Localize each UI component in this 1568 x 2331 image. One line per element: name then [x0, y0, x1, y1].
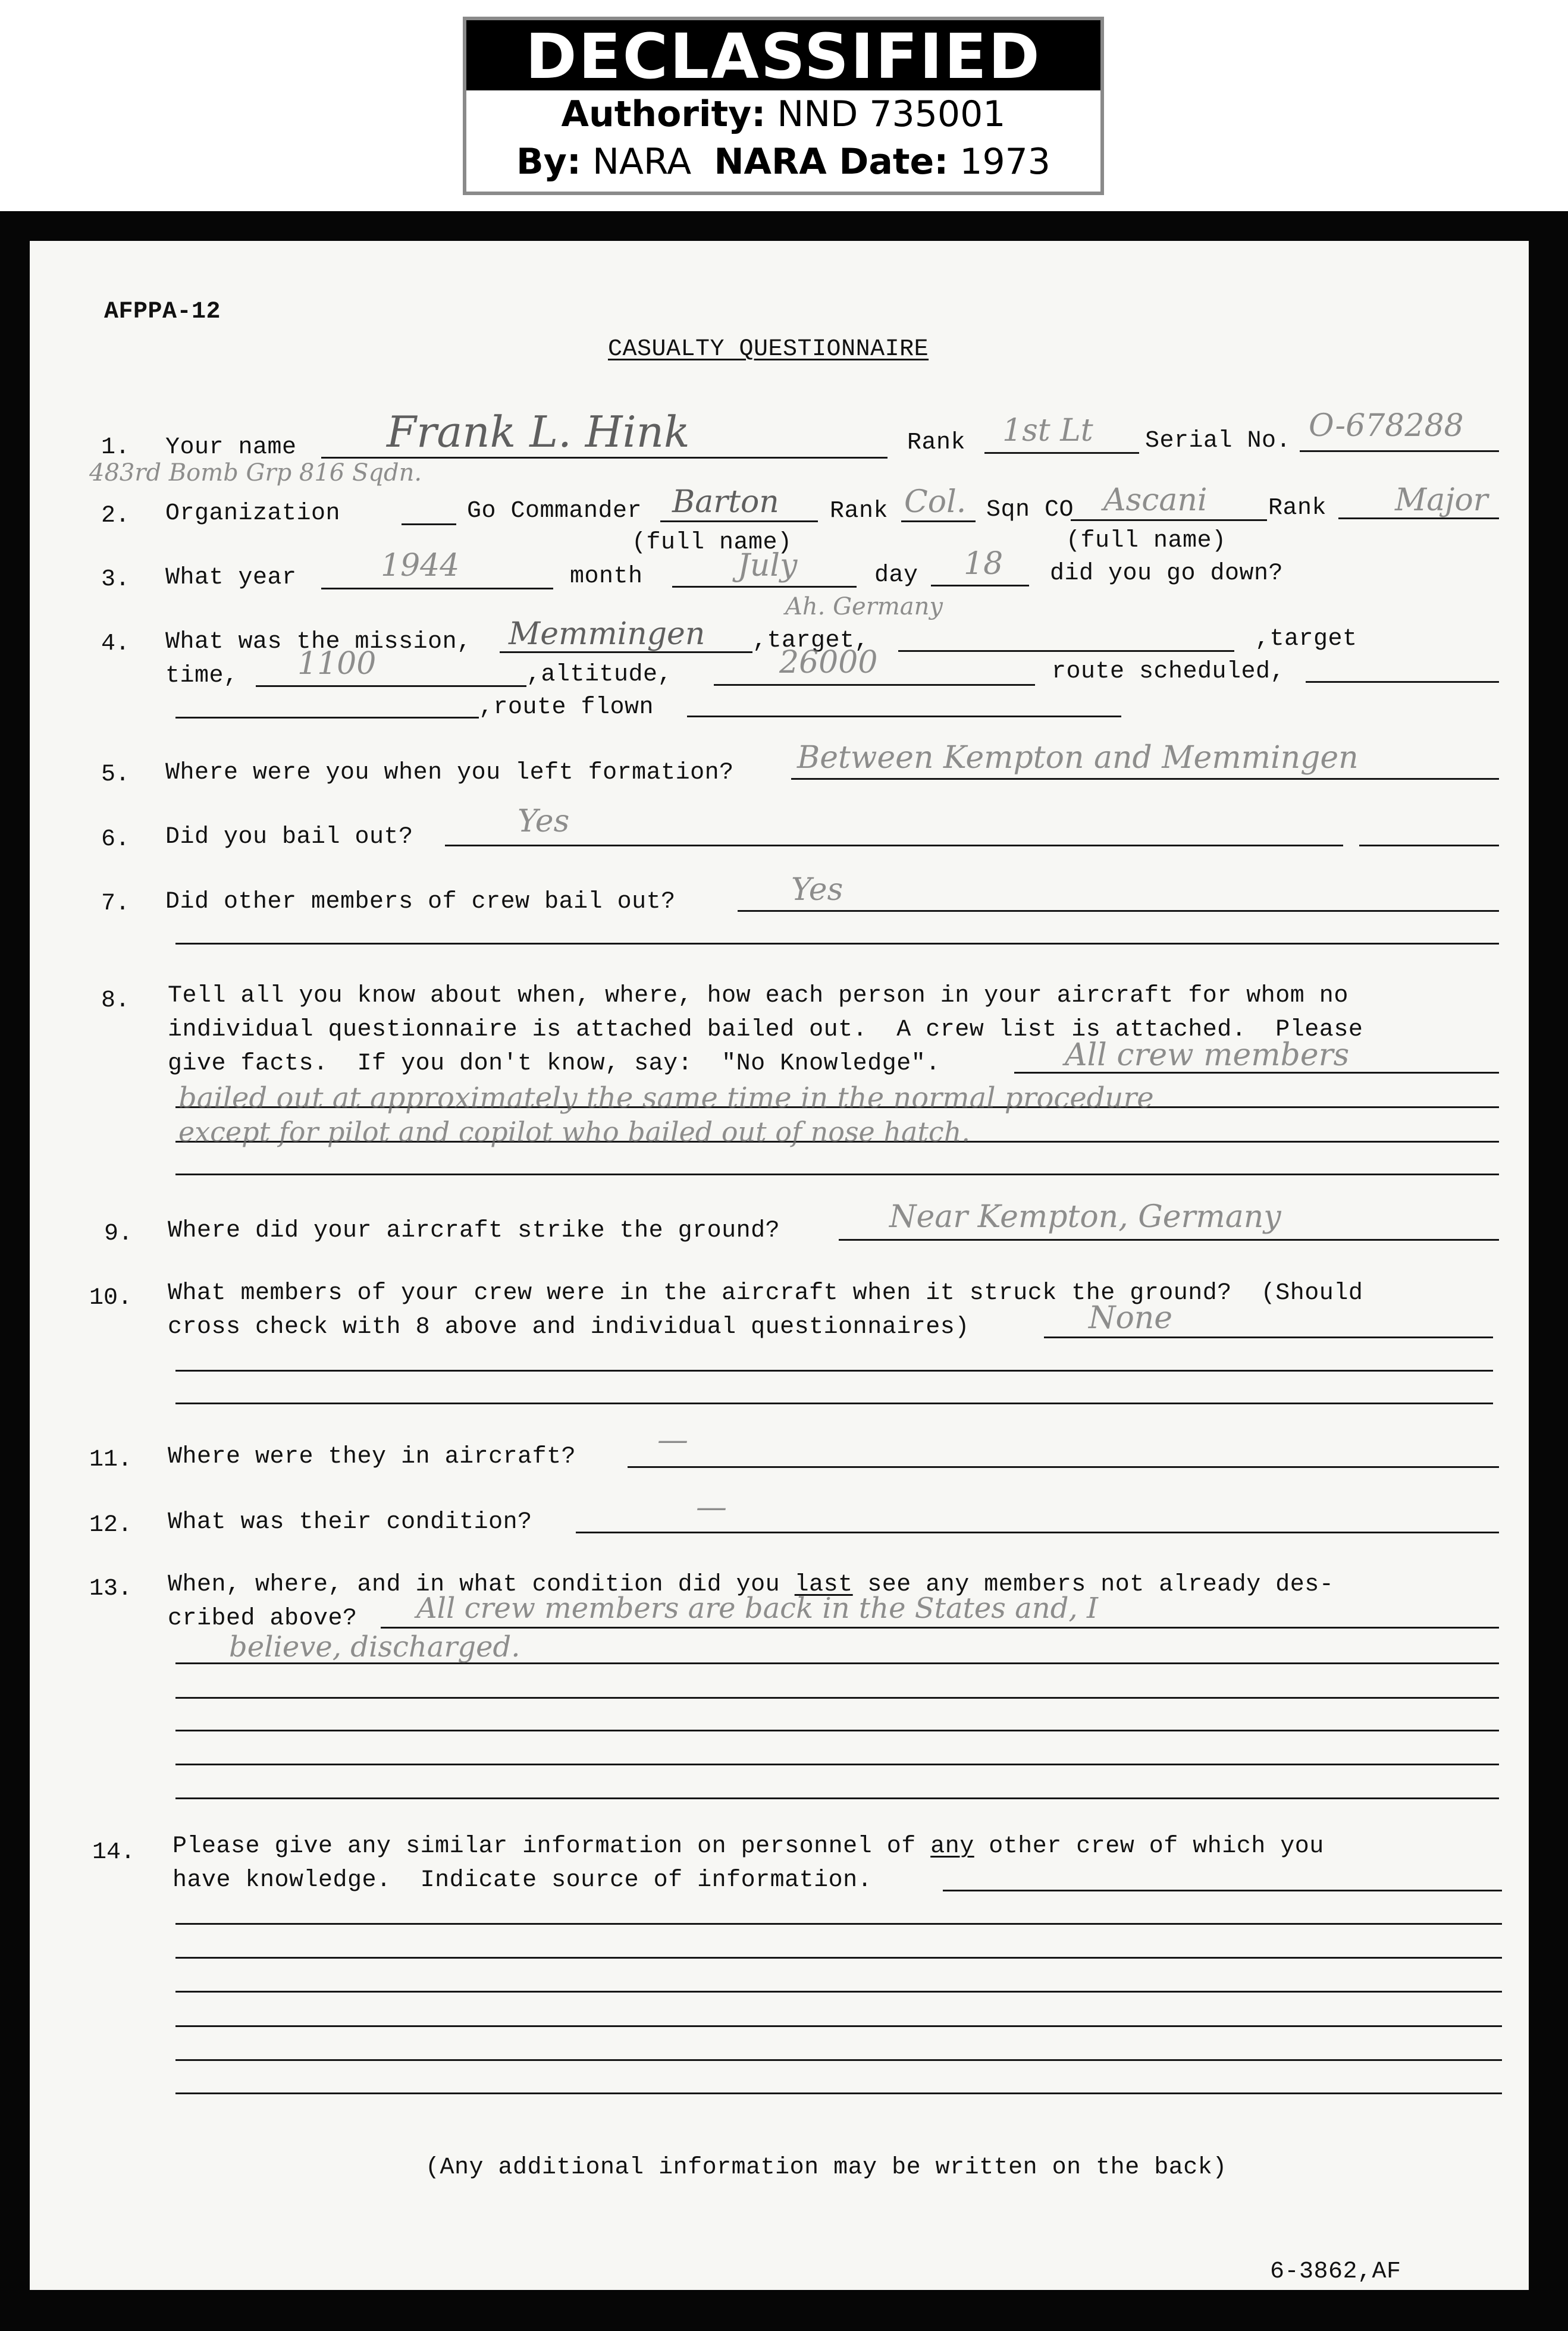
q4-route-scheduled-label: route scheduled,: [1052, 658, 1285, 685]
q12-label: What was their condition?: [168, 1509, 532, 1536]
q2-full-name-1: (full name): [632, 529, 792, 556]
q4-mission-label: What was the mission,: [165, 629, 472, 655]
q14-line-6: [175, 2059, 1502, 2061]
q12-answer: —: [696, 1489, 727, 1525]
q1-serial-answer: O-678288: [1309, 408, 1464, 444]
q2-sqn-answer: Ascani: [1103, 482, 1208, 518]
q5-label: Where were you when you left formation?: [165, 760, 734, 786]
q8-line-4: [175, 1174, 1499, 1175]
q1-rank-answer: 1st Lt: [1002, 413, 1093, 448]
q13-text-a: When, where, and in what condition did you: [168, 1571, 795, 1598]
q2-number: 2.: [101, 503, 130, 529]
q14-line-2: [175, 1923, 1502, 1925]
q8-text-line-1: Tell all you know about when, where, how each person in your aircraft for whom no: [168, 983, 1349, 1009]
q14-text-any: any: [930, 1833, 974, 1860]
q6-number: 6.: [101, 826, 130, 853]
q7-label: Did other members of crew bail out?: [165, 889, 676, 915]
q3-month-line: [672, 586, 857, 588]
q12-line: [576, 1532, 1499, 1533]
q3-end-label: did you go down?: [1050, 560, 1284, 587]
q2-go-label: Go Commander: [467, 498, 642, 525]
q9-line: [839, 1239, 1499, 1241]
q3-day-label: day: [874, 562, 918, 589]
q13-line-4: [175, 1730, 1499, 1731]
q10-answer: None: [1089, 1300, 1173, 1336]
q10-number: 10.: [89, 1285, 133, 1312]
q14-line-5: [175, 2025, 1502, 2027]
q4-altitude-answer: 26000: [779, 645, 878, 680]
q9-answer: Near Kempton, Germany: [889, 1199, 1281, 1235]
q10-line-1: [1044, 1337, 1493, 1338]
q13-text-last: last: [794, 1571, 853, 1598]
q2-rank-line: [901, 520, 976, 522]
q2-sqn-line: [1071, 519, 1267, 521]
form-number: 6-3862,AF: [1270, 2258, 1401, 2285]
q2-org-line: [402, 523, 456, 525]
q4-mission-answer: Memmingen: [509, 616, 705, 652]
q8-answer-1: All crew members: [1065, 1037, 1350, 1073]
q14-line-7: [175, 2092, 1502, 2094]
q4-mission-note: Ah. Germany: [785, 593, 943, 620]
q8-number: 8.: [101, 987, 130, 1014]
q1-name-answer: Frank L. Hink: [387, 407, 690, 457]
declassified-banner: [463, 17, 1104, 195]
q4-route-flown-line-2: [687, 716, 1121, 717]
q1-name-label: Your name: [165, 434, 297, 461]
q8-answer-3: except for pilot and copilot who bailed out of nose hatch.: [178, 1116, 970, 1148]
q13-line-3: [175, 1697, 1499, 1699]
q14-line-3: [175, 1957, 1502, 1959]
q3-day-line: [931, 585, 1029, 586]
q4-target-label: ,target,: [752, 628, 870, 654]
q5-number: 5.: [101, 761, 130, 788]
q13-answer-1: All crew members are back in the States and, I: [416, 1592, 1098, 1625]
q2-org-label: Organization: [165, 500, 341, 527]
q9-number: 9.: [104, 1221, 133, 1247]
q2-rank2-label: Rank: [1268, 495, 1327, 522]
by-value: NARA: [592, 141, 692, 183]
q2-go-answer: Barton: [672, 484, 779, 520]
q10-text-line-2: cross check with 8 above and individual questionnaires): [168, 1314, 970, 1341]
date-label: NARA Date:: [714, 141, 949, 183]
q13-answer-2: believe, discharged.: [229, 1630, 520, 1664]
q4-time-answer: 1100: [297, 646, 377, 682]
q11-line: [628, 1466, 1499, 1468]
q14-number: 14.: [92, 1839, 136, 1866]
q13-text-line-2: cribed above?: [168, 1605, 357, 1632]
q8-text-line-3: give facts. If you don't know, say: "No Knowledge".: [168, 1050, 940, 1077]
q3-month-answer: July: [738, 548, 798, 583]
q2-org-answer: 483rd Bomb Grp 816 Sqdn.: [89, 459, 422, 487]
q4-altitude-line: [714, 684, 1035, 686]
q8-text-line-2: individual questionnaire is attached bailed out. A crew list is attached. Please: [168, 1017, 1363, 1043]
q13-number: 13.: [89, 1576, 133, 1602]
q13-line-5: [175, 1764, 1499, 1765]
q5-line: [791, 778, 1499, 780]
q4-route-flown-line: [175, 717, 479, 719]
q3-number: 3.: [101, 566, 130, 593]
q13-line-1: [381, 1627, 1499, 1629]
form-code: AFPPA-12: [104, 299, 221, 325]
date-value: 1973: [959, 141, 1050, 183]
footer-note: (Any additional information may be written on the back): [425, 2154, 1227, 2181]
q14-text-a: Please give any similar information on personnel of: [173, 1833, 931, 1860]
q4-target2-label: ,target: [1255, 626, 1357, 652]
q1-rank-label: Rank: [907, 429, 966, 456]
q4-target-line: [898, 650, 1234, 652]
q4-altitude-label: ,altitude,: [526, 661, 673, 688]
q11-label: Where were they in aircraft?: [168, 1444, 576, 1470]
q1-name-line: [321, 457, 888, 459]
q4-time-line: [256, 685, 526, 687]
q7-line: [738, 910, 1499, 912]
q12-number: 12.: [89, 1512, 133, 1539]
q14-text-line-2: have knowledge. Indicate source of information.: [173, 1867, 873, 1894]
q14-line-1: [943, 1890, 1502, 1891]
q14-text-b: other crew of which you: [974, 1833, 1324, 1860]
authority-line: [466, 90, 1100, 138]
q9-label: Where did your aircraft strike the ground?: [168, 1218, 780, 1244]
declassified-title: DECLASSIFIED: [466, 20, 1100, 90]
q7-answer: Yes: [791, 872, 843, 908]
authority-label: Authority:: [561, 93, 766, 135]
q7-number: 7.: [101, 890, 130, 917]
q11-number: 11.: [89, 1447, 133, 1473]
q13-line-6: [175, 1797, 1499, 1799]
q2-go-line: [660, 520, 818, 522]
q2-full-name-2: (full name): [1066, 528, 1227, 554]
q6-label: Did you bail out?: [165, 824, 413, 851]
q3-month-label: month: [570, 563, 643, 590]
q14-text-line-1: [173, 1835, 1324, 1859]
q2-rank-label: Rank: [830, 498, 889, 525]
q1-number: 1.: [101, 434, 130, 461]
by-label: By:: [516, 141, 581, 183]
q1-serial-line: [1300, 450, 1499, 452]
q3-day-answer: 18: [964, 546, 1003, 582]
q10-line-2: [175, 1370, 1493, 1372]
q4-number: 4.: [101, 630, 130, 657]
q3-year-line: [321, 588, 553, 589]
q6-line-2: [1359, 845, 1499, 846]
q11-answer: —: [657, 1422, 688, 1458]
authority-value: NND 735001: [777, 93, 1006, 135]
q7-line-2: [175, 943, 1499, 945]
q5-answer: Between Kempton and Memmingen: [797, 740, 1359, 776]
q2-rank-answer: Col.: [904, 484, 967, 520]
q4-route-scheduled-line: [1306, 681, 1499, 683]
q1-rank-line: [984, 452, 1139, 454]
q4-route-flown-label: ,route flown: [479, 694, 654, 721]
q14-line-4: [175, 1991, 1502, 1993]
q3-year-label: What year: [165, 564, 297, 591]
q4-time-label: time,: [165, 663, 239, 689]
q13-text-b: see any members not already des-: [852, 1571, 1334, 1598]
q3-year-answer: 1944: [381, 548, 460, 583]
q1-serial-label: Serial No.: [1145, 428, 1291, 454]
form-title: CASUALTY QUESTIONNAIRE: [608, 336, 929, 363]
q10-text-line-1: What members of your crew were in the aircraft when it struck the ground? (Should: [168, 1280, 1363, 1307]
q2-rank2-answer: Major: [1395, 482, 1488, 518]
q6-answer: Yes: [518, 804, 570, 839]
q8-answer-2: bailed out at approximately the same time in the normal procedure: [178, 1081, 1154, 1115]
q6-line: [445, 845, 1343, 846]
q10-line-3: [175, 1403, 1493, 1404]
q2-sqn-label: Sqn CO: [986, 497, 1074, 523]
by-line: [466, 138, 1100, 186]
